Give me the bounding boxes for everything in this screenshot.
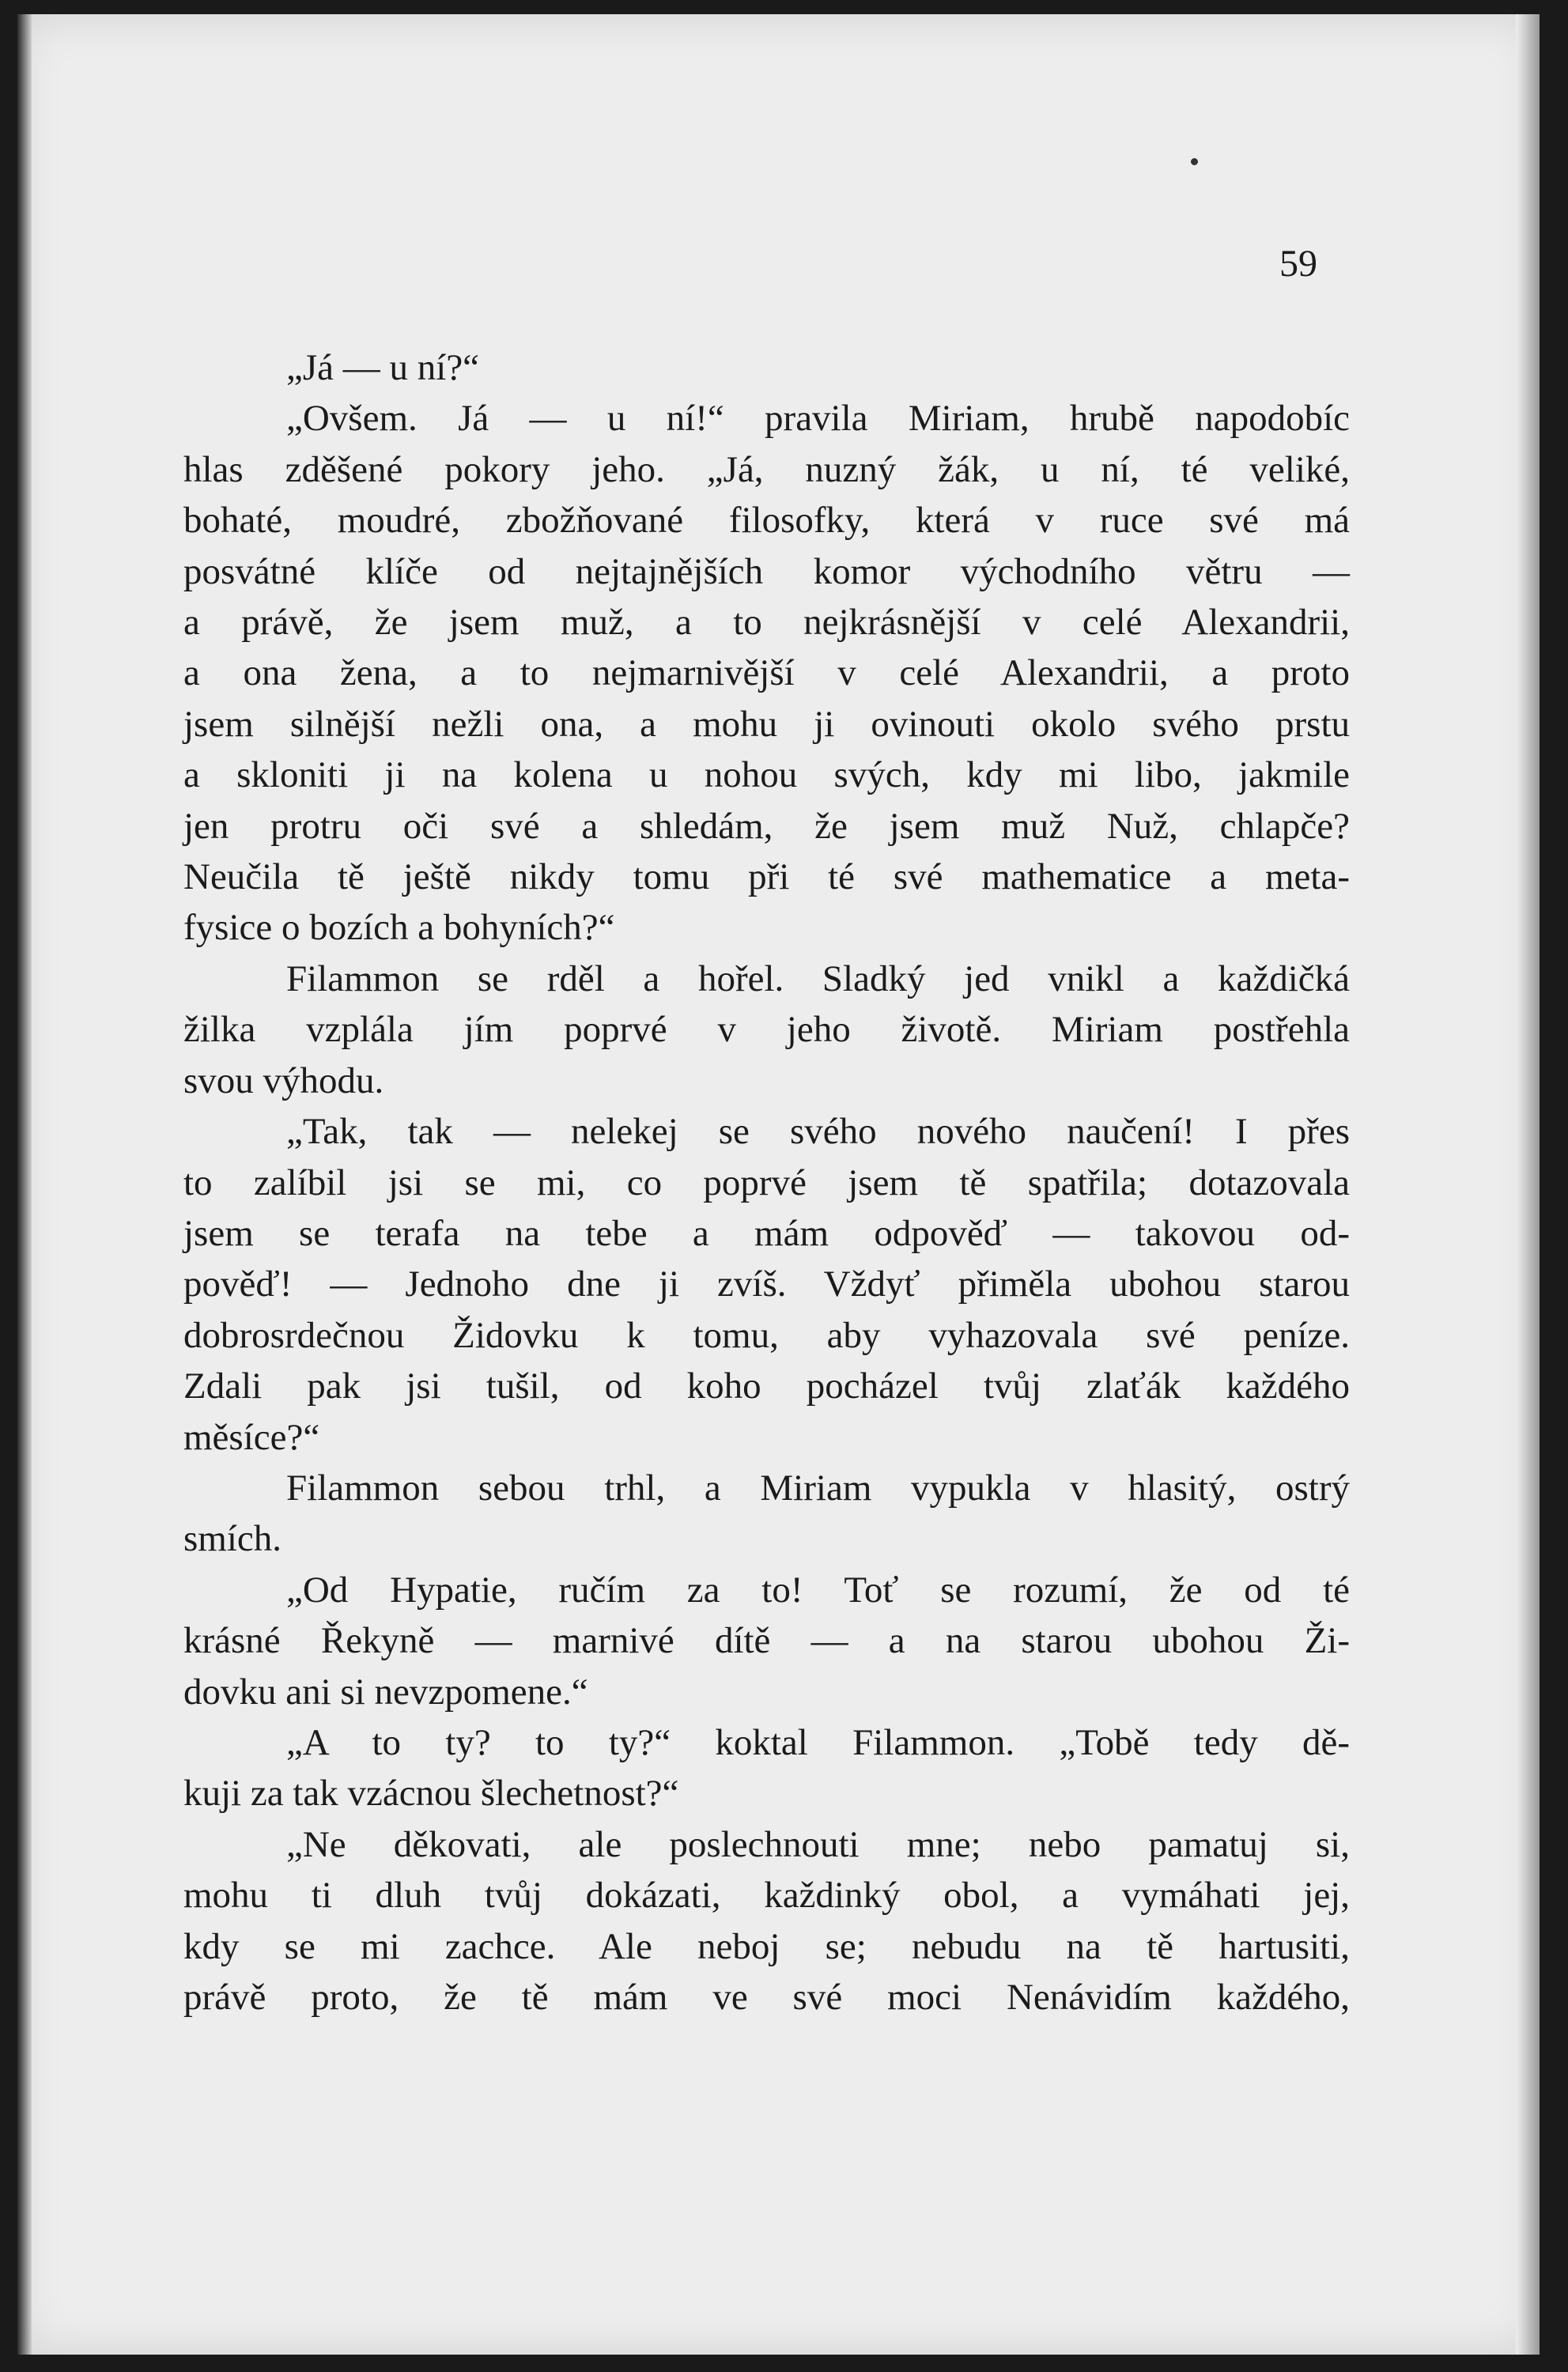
body-text <box>183 342 1350 2023</box>
text-line: Zdali pak jsi tušil, od koho pocházel tvůj zlaťák každého <box>183 1365 1350 1407</box>
text-line: měsíce?“ <box>183 1416 320 1458</box>
text-line: fysice o bozích a bohyních?“ <box>183 907 615 949</box>
text-line: a skloniti ji na kolena u nohou svých, kdy mi libo, jakmile <box>183 754 1350 796</box>
text-line: a ona žena, a to nejmarnivější v celé Alexandrii, a proto <box>183 652 1350 694</box>
page-number: 59 <box>1279 243 1317 285</box>
text-line: „Od Hypatie, ručím za to! Toť se rozumí, že od té <box>286 1569 1350 1611</box>
text-line: mohu ti dluh tvůj dokázati, každinký obol, a vymáhati jej, <box>183 1875 1350 1917</box>
text-line: to zalíbil jsi se mi, co poprvé jsem tě spatřila; dotazovala <box>183 1161 1350 1203</box>
text-line: právě proto, že tě mám ve své moci Nenávidím každého, <box>183 1977 1350 2018</box>
text-line: svou výhodu. <box>183 1059 384 1101</box>
text-line: jsem silnější nežli ona, a mohu ji ovinouti okolo svého prstu <box>183 703 1350 745</box>
text-line: žilka vzplála jím poprvé v jeho životě. Miriam postřehla <box>183 1009 1350 1051</box>
text-line: jen protru oči své a shledám, že jsem muž Nuž, chlapče? <box>183 805 1350 847</box>
text-line: bohaté, moudré, zbožňované filosofky, která v ruce své má <box>183 500 1350 542</box>
text-line: dovku ani si nevzpomene.“ <box>183 1671 588 1713</box>
text-line: „Já — u ní?“ <box>286 347 480 388</box>
text-line: hlas zděšené pokory jeho. „Já, nuzný žák, u ní, té veliké, <box>183 448 1350 490</box>
text-line: dobrosrdečnou Židovku k tomu, aby vyhazovala své peníze. <box>183 1314 1350 1356</box>
print-speck <box>1191 158 1198 165</box>
text-line: „A to ty? to ty?“ koktal Filammon. „Tobě tedy dě- <box>286 1721 1350 1763</box>
page-gutter-shadow <box>17 14 32 2355</box>
text-line: a právě, že jsem muž, a to nejkrásnější v celé Alexandrii, <box>183 602 1350 644</box>
text-line: kdy se mi zachce. Ale neboj se; nebudu na tě hartusiti, <box>183 1925 1350 1967</box>
book-page <box>17 14 1540 2355</box>
text-line: „Ovšem. Já — u ní!“ pravila Miriam, hrubě napodobíc <box>286 398 1350 440</box>
text-line: Filammon sebou trhl, a Miriam vypukla v hlasitý, ostrý <box>286 1467 1350 1509</box>
text-line: kuji za tak vzácnou šlechetnost?“ <box>183 1773 679 1815</box>
text-line: pověď! — Jednoho dne ji zvíš. Vždyť přiměla ubohou starou <box>183 1263 1350 1305</box>
text-line: krásné Řekyně — marnivé dítě — a na starou ubohou Ži- <box>183 1620 1350 1662</box>
text-line: Neučila tě ještě nikdy tomu při té své mathematice a meta- <box>183 856 1350 898</box>
text-line: Filammon se rděl a hořel. Sladký jed vnikl a každičká <box>286 957 1350 999</box>
page-edge-shadow <box>1516 14 1540 2355</box>
text-line: „Ne děkovati, ale poslechnouti mne; nebo pamatuj si, <box>286 1823 1350 1865</box>
text-line: posvátné klíče od nejtajnějších komor východního větru — <box>183 550 1350 592</box>
text-line: jsem se terafa na tebe a mám odpověď — takovou od- <box>183 1212 1350 1254</box>
text-line: smích. <box>183 1518 282 1560</box>
text-line: „Tak, tak — nelekej se svého nového naučení! I přes <box>286 1111 1350 1153</box>
